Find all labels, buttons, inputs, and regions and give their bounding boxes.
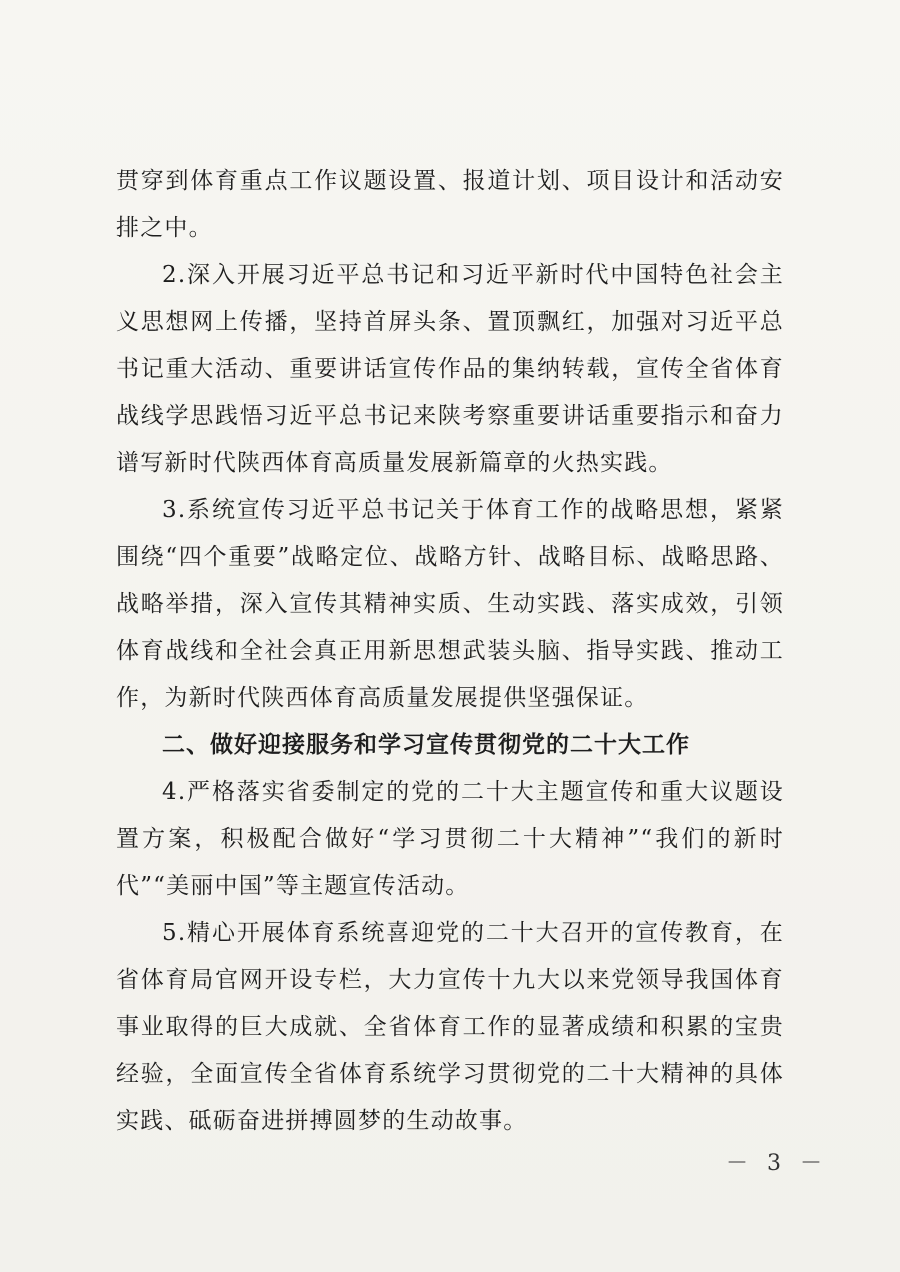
paragraph-item-2: 2.深入开展习近平总书记和习近平新时代中国特色社会主义思想网上传播，坚持首屏头条、置顶飘红，加强对习近平总书记重大活动、重要讲话宣传作品的集纳转载，宣传全省体育战线学思践悟习近平总书记来陕考察重要讲话重要指示和奋力谱写新时代陕西体育高质量发展新篇章的火热实践。 <box>116 262 784 476</box>
document-body <box>116 158 784 1145</box>
paragraph-item-4: 4.严格落实省委制定的党的二十大主题宣传和重大议题设置方案，积极配合做好“学习贯彻二十大精神”“我们的新时代”“美丽中国”等主题宣传活动。 <box>116 779 784 899</box>
paragraph-item-3: 3.系统宣传习近平总书记关于体育工作的战略思想，紧紧围绕“四个重要”战略定位、战略方针、战略目标、战略思路、战略举措，深入宣传其精神实质、生动实践、落实成效，引领体育战线和全社会真正用新思想武装头脑、指导实践、推动工作，为新时代陕西体育高质量发展提供坚强保证。 <box>116 497 784 711</box>
paragraph-continuation: 贯穿到体育重点工作议题设置、报道计划、项目设计和活动安排之中。 <box>116 168 784 241</box>
paragraph-item-5: 5.精心开展体育系统喜迎党的二十大召开的宣传教育，在省体育局官网开设专栏，大力宣传十九大以来党领导我国体育事业取得的巨大成就、全省体育工作的显著成绩和积累的宝贵经验，全面宣传全省体育系统学习贯彻党的二十大精神的具体实践、砥砺奋进拼搏圆梦的生动故事。 <box>116 920 784 1134</box>
page-number: － 3 － <box>726 1151 828 1176</box>
section-heading: 二、做好迎接服务和学习宣传贯彻党的二十大工作 <box>162 732 690 758</box>
